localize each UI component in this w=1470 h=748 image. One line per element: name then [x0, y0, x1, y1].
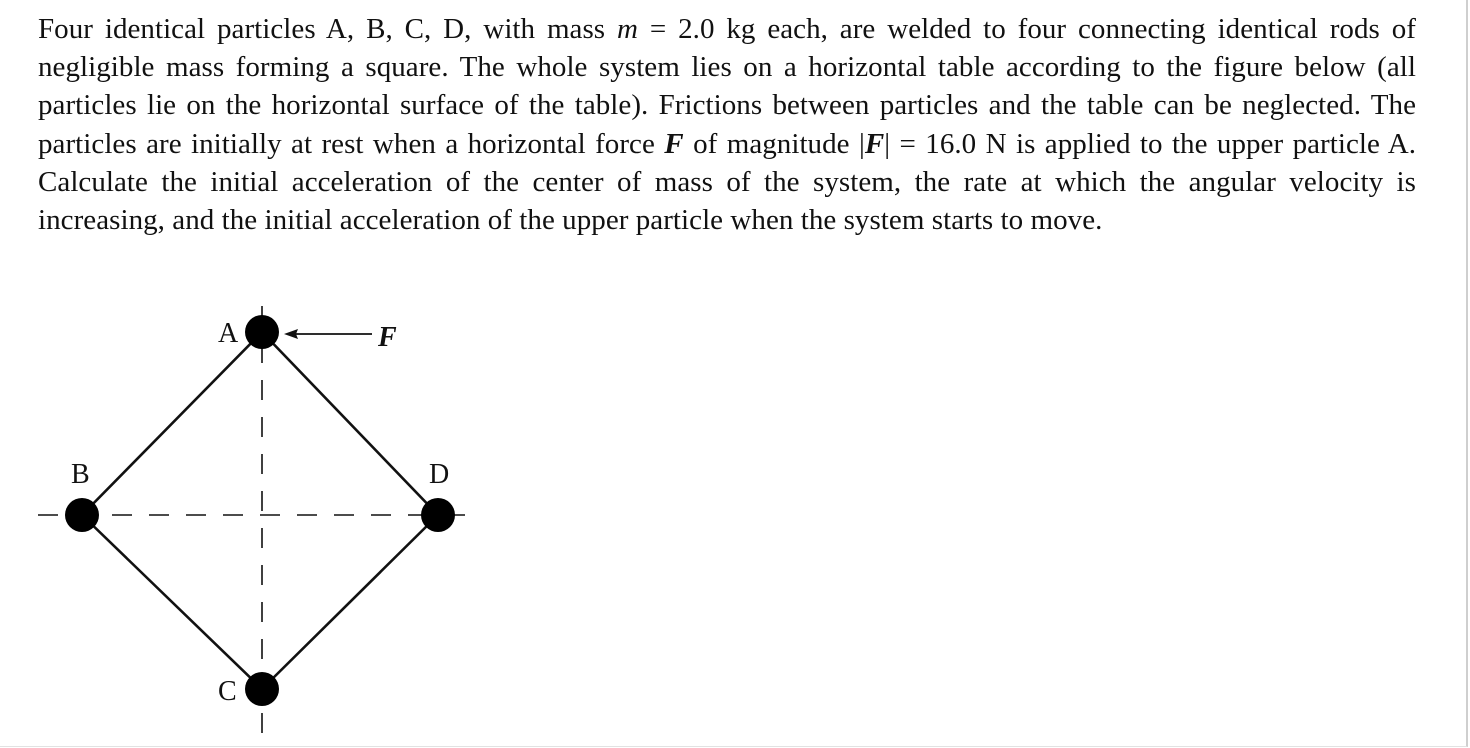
rod-b-c: [82, 515, 262, 689]
force-magnitude-variable: F: [864, 127, 885, 160]
mass-variable: m: [617, 13, 638, 45]
rod-a-d: [262, 332, 438, 515]
rod-a-b: [82, 332, 262, 515]
problem-text-part-1: Four identical particles A, B, C, D, with mass: [38, 13, 617, 45]
force-variable: F: [664, 127, 684, 160]
label-c: C: [218, 676, 237, 707]
problem-statement: [38, 10, 1416, 239]
particle-b: [65, 498, 99, 532]
particle-a: [245, 315, 279, 349]
label-force: F: [378, 322, 397, 353]
rod-d-c: [262, 515, 438, 689]
square-particles-figure: [0, 290, 520, 748]
force-arrow-head-icon: [284, 329, 298, 339]
problem-text-part-4: | = 16.0 N is applied to the upper particle A. Calculate the initial acceleration of the center of mass of the system, the rate at which the angular velocity is increasing, and the initial acceleration of the upper particle when the system starts to move.: [38, 127, 1416, 237]
particle-d: [421, 498, 455, 532]
particle-c: [245, 672, 279, 706]
label-b: B: [71, 459, 90, 490]
figure-canvas: [0, 290, 520, 748]
problem-text-part-2: = 2.0 kg each, are welded to four connecting identical rods of negligible mass forming a square. The whole system lies on a horizontal table according to the figure below (all particles lie on the horizontal surface of the table). Frictions between particles and the table can be neglected. The particles are initially at rest when a horizontal force: [38, 13, 1416, 160]
label-d: D: [429, 459, 450, 490]
label-a: A: [218, 318, 239, 349]
problem-text-part-3: of magnitude |: [683, 127, 865, 160]
